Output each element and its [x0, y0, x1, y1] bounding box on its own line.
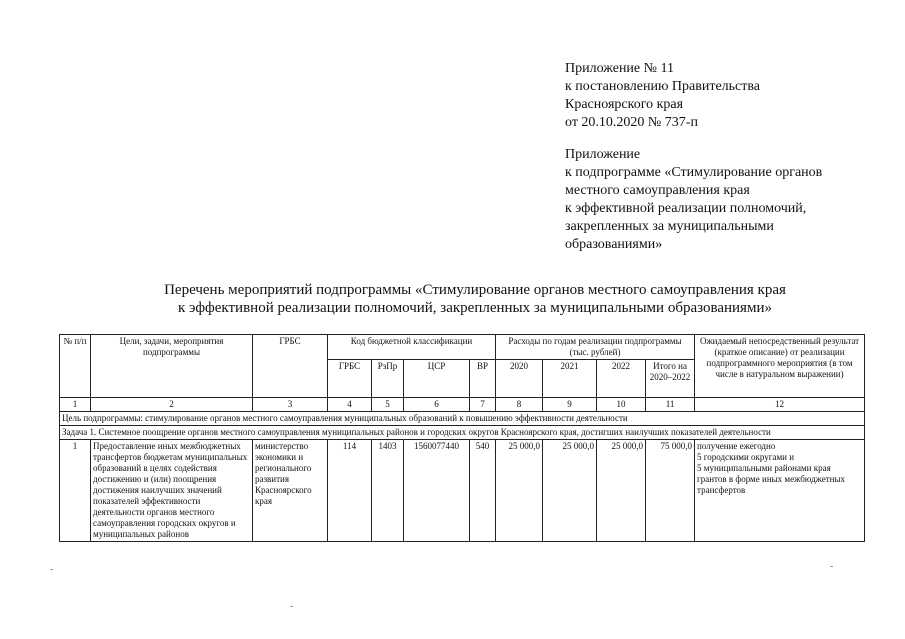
appendix-line: закрепленных за муниципальными [565, 219, 774, 234]
title-line: Перечень мероприятий подпрограммы «Стимулирование органов местного самоуправления края [164, 282, 786, 298]
vr-code: 540 [470, 440, 496, 542]
col-number: 9 [543, 398, 597, 412]
grbs-name: министерство экономики и регионального развития Красноярского края [253, 440, 328, 542]
col-number: 5 [372, 398, 404, 412]
subheader-csr: ЦСР [404, 360, 470, 398]
col-number: 11 [646, 398, 695, 412]
expense-2022: 25 000,0 [597, 440, 646, 542]
header-goals: Цели, задачи, мероприятия подпрограммы [91, 335, 253, 398]
appendix-line: местного самоуправления края [565, 183, 750, 198]
rzpr-code: 1403 [372, 440, 404, 542]
appendix-line: к эффективной реализации полномочий, [565, 201, 807, 216]
header-result: Ожидаемый непосредственный результат (краткое описание) от реализации подпрограммного мероприятия (в том числе в натуральном выражении) [695, 335, 865, 398]
appendix-line: Красноярского края [565, 97, 684, 112]
appendix-line: к постановлению Правительства [565, 79, 761, 94]
subheader-vr: ВР [470, 360, 496, 398]
col-number: 6 [404, 398, 470, 412]
measure-name: Предоставление иных межбюджетных трансфертов бюджетам муниципальных образований в целях содействия достижению и (или) поощрения достижения наилучших значений показателей эффективности деятельности органов местного самоуправления городских округов и муниципальных районов [91, 440, 253, 542]
document-title [60, 281, 890, 317]
result-line: получение ежегодно [697, 441, 776, 451]
header-budget-code: Код бюджетной классификации [328, 335, 496, 360]
col-number: 12 [695, 398, 865, 412]
row-number: 1 [60, 440, 91, 542]
scan-speck [830, 566, 833, 567]
goal-row [60, 412, 865, 426]
appendix-line: Приложение [565, 147, 641, 162]
appendix-header [565, 60, 885, 254]
title-line: к эффективной реализации полномочий, закрепленных за муниципальными образованиями» [178, 300, 772, 316]
col-number: 7 [470, 398, 496, 412]
col-number: 8 [496, 398, 543, 412]
col-number: 1 [60, 398, 91, 412]
result-line: 5 муниципальными районами края грантов в форме иных межбюджетных трансфертов [697, 463, 846, 495]
column-number-row [60, 398, 865, 412]
subheader-total: Итого на 2020–2022 [646, 360, 695, 398]
spacer [565, 132, 885, 146]
expense-2021: 25 000,0 [543, 440, 597, 542]
subheader-grbs: ГРБС [328, 360, 372, 398]
scan-speck [50, 569, 53, 570]
goal-text: Цель подпрограммы: стимулирование органов местного самоуправления муниципальных образований к повышению эффективности деятельности [60, 412, 865, 426]
col-number: 2 [91, 398, 253, 412]
header-row [60, 335, 865, 360]
expense-total: 75 000,0 [646, 440, 695, 542]
header-num: № п/п [60, 335, 91, 398]
csr-code: 1560077440 [404, 440, 470, 542]
subheader-rzpr: РзПр [372, 360, 404, 398]
header-grbs: ГРБС [253, 335, 328, 398]
scan-speck [290, 606, 293, 607]
expense-2020: 25 000,0 [496, 440, 543, 542]
grbs-code: 114 [328, 440, 372, 542]
appendix-line: Приложение № 11 [565, 61, 674, 76]
col-number: 10 [597, 398, 646, 412]
measures-table [59, 334, 865, 542]
result-line: 5 городскими округами и [697, 452, 795, 462]
subheader-2022: 2022 [597, 360, 646, 398]
expected-result [695, 440, 865, 542]
task-text: Задача 1. Системное поощрение органов местного самоуправления муниципальных районов и городских округов Красноярского края, достигших наилучших показателей деятельности [60, 426, 865, 440]
task-row [60, 426, 865, 440]
appendix-line: к подпрограмме «Стимулирование органов [565, 165, 823, 180]
col-number: 3 [253, 398, 328, 412]
subheader-2021: 2021 [543, 360, 597, 398]
subheader-2020: 2020 [496, 360, 543, 398]
appendix-line: от 20.10.2020 № 737-п [565, 115, 698, 130]
table-row [60, 440, 865, 542]
appendix-line: образованиями» [565, 237, 663, 252]
col-number: 4 [328, 398, 372, 412]
header-expenses: Расходы по годам реализации подпрограммы (тыс. рублей) [496, 335, 695, 360]
